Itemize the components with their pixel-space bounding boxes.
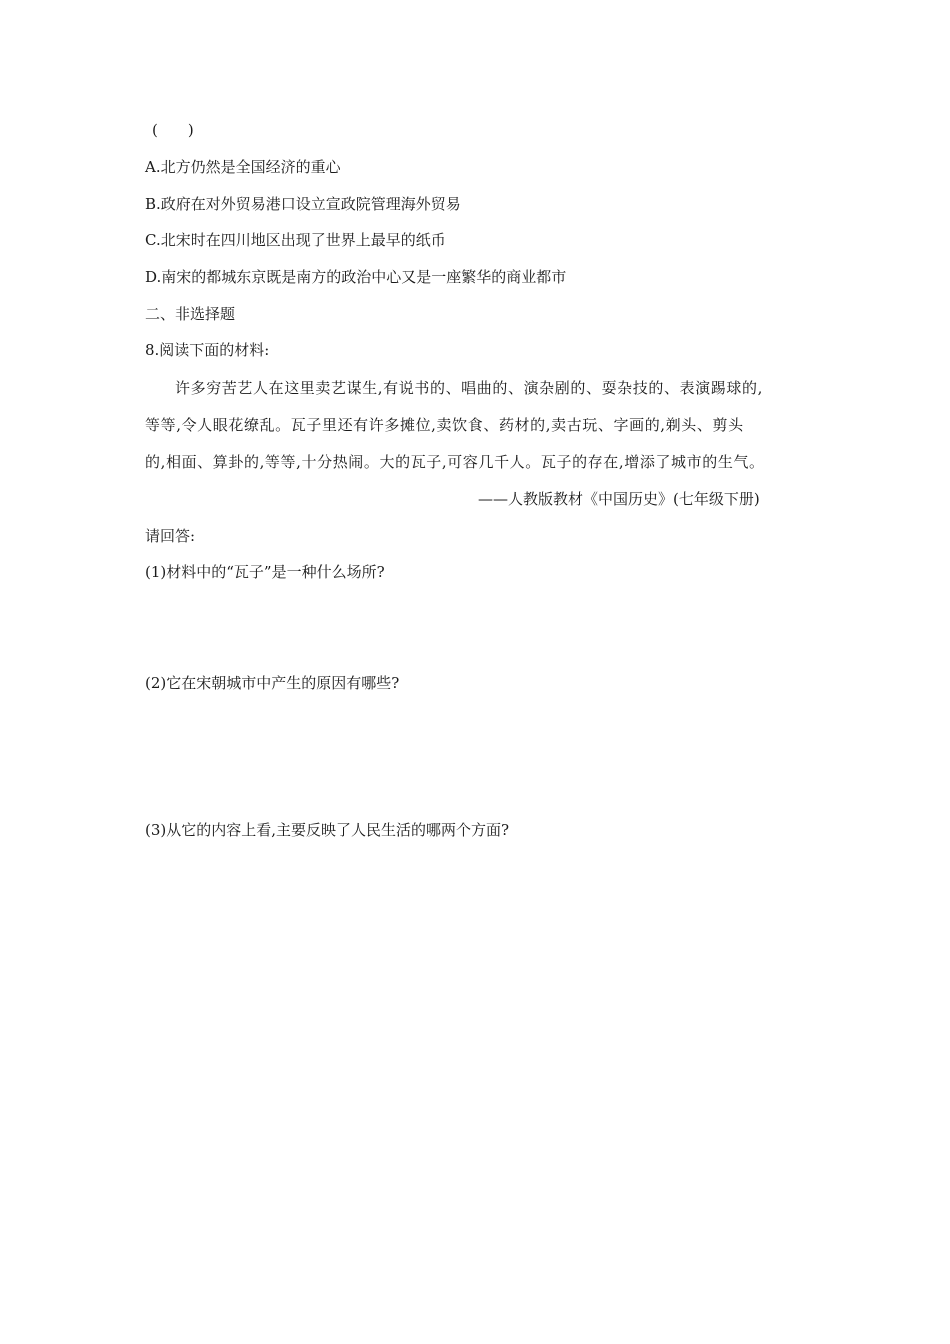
option-c: C.北宋时在四川地区出现了世界上最早的纸币 — [145, 231, 446, 249]
answer-prompt: 请回答: — [145, 527, 196, 545]
sub-question-3: (3)从它的内容上看,主要反映了人民生活的哪两个方面? — [145, 821, 510, 839]
answer-blank-parentheses: ( ) — [152, 121, 194, 139]
option-a: A.北方仍然是全国经济的重心 — [145, 158, 341, 176]
sub-question-1: (1)材料中的“瓦子”是一种什么场所? — [145, 563, 385, 581]
question-8-intro: 8.阅读下面的材料: — [145, 341, 270, 359]
section-heading: 二、非选择题 — [145, 305, 236, 323]
passage-line-2: 等等,令人眼花缭乱。瓦子里还有许多摊位,卖饮食、药材的,卖古玩、字画的,剃头、剪头 — [145, 416, 744, 434]
passage-line-3: 的,相面、算卦的,等等,十分热闹。大的瓦子,可容几千人。瓦子的存在,增添了城市的生气。 — [145, 453, 765, 471]
passage-line-1: 许多穷苦艺人在这里卖艺谋生,有说书的、唱曲的、演杂剧的、耍杂技的、表演踢球的, — [175, 379, 763, 397]
passage-source: ——人教版教材《中国历史》(七年级下册) — [478, 490, 760, 508]
option-d: D.南宋的都城东京既是南方的政治中心又是一座繁华的商业都市 — [145, 268, 567, 286]
sub-question-2: (2)它在宋朝城市中产生的原因有哪些? — [145, 674, 400, 692]
option-b: B.政府在对外贸易港口设立宣政院管理海外贸易 — [145, 195, 461, 213]
